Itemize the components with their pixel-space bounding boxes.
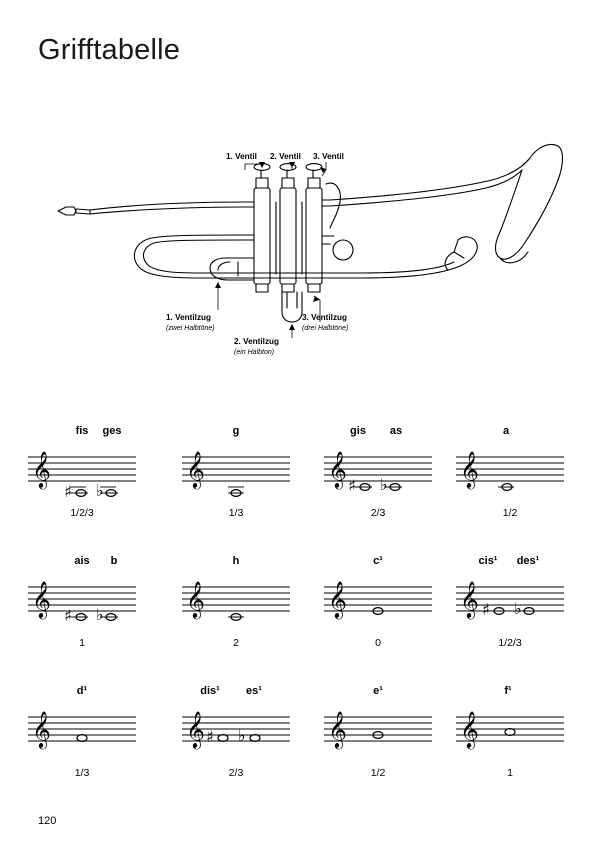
note-name: a	[502, 425, 510, 437]
trumpet-diagram	[30, 140, 570, 370]
staff	[452, 705, 568, 761]
fingering-value: 1/2/3	[70, 507, 94, 519]
slide-label-3: 3. Ventilzug	[302, 313, 348, 322]
staff	[178, 575, 294, 631]
note-name: e¹	[373, 685, 383, 697]
fingering-cell	[318, 425, 438, 545]
fingering-cell	[176, 685, 296, 805]
staff	[24, 575, 140, 631]
fingering-cell	[318, 685, 438, 805]
note-name: d¹	[76, 685, 88, 697]
fingering-cell	[176, 425, 296, 545]
note-name: c¹	[373, 555, 383, 567]
fingering-value: 2	[233, 637, 239, 649]
svg-text:𝄞: 𝄞	[186, 710, 205, 748]
fingering-value: 1/2	[502, 507, 518, 519]
fingering-cell	[176, 555, 296, 675]
note-name-alt: b	[110, 555, 118, 567]
note-name: ais	[74, 555, 90, 567]
svg-text:𝄞: 𝄞	[460, 450, 479, 488]
fingering-value: 1/2/3	[498, 637, 522, 649]
fingering-value: 2/3	[228, 767, 244, 779]
svg-text:♯: ♯	[482, 600, 490, 619]
svg-text:♭: ♭	[238, 726, 246, 745]
svg-text:♭: ♭	[514, 599, 522, 618]
fingering-value: 1	[79, 637, 85, 649]
fingering-cell	[450, 555, 570, 675]
note-name: fis	[75, 425, 89, 437]
fingering-value: 1/3	[74, 767, 90, 779]
fingering-row	[0, 685, 600, 815]
staff	[24, 445, 140, 501]
note-name: g	[232, 425, 240, 437]
slide-label-1: 1. Ventilzug	[166, 313, 212, 322]
slide-sub-2: (ein Halbton)	[234, 349, 275, 356]
valve-label-2: 2. Ventil	[270, 152, 301, 161]
svg-text:♯: ♯	[348, 476, 356, 495]
svg-text:𝄞: 𝄞	[460, 710, 479, 748]
note-name-alt: es¹	[246, 685, 262, 697]
fingering-row	[0, 425, 600, 555]
valve-label-3: 3. Ventil	[313, 152, 344, 161]
fingering-value: 0	[375, 637, 381, 649]
fingering-value: 2/3	[370, 507, 386, 519]
page-number: 120	[38, 815, 57, 827]
slide-label-2: 2. Ventilzug	[234, 337, 280, 346]
valve-label-1: 1. Ventil	[226, 152, 257, 161]
note-name: f¹	[504, 685, 512, 697]
note-name: dis¹	[200, 685, 220, 697]
staff	[320, 705, 436, 761]
staff	[320, 445, 436, 501]
fingering-cell	[318, 555, 438, 675]
svg-text:♭: ♭	[96, 605, 104, 624]
slide-sub-3: (drei Halbtöne)	[302, 325, 349, 332]
staff	[178, 445, 294, 501]
svg-text:𝄞: 𝄞	[32, 580, 51, 618]
slide-sub-1: (zwei Halbtöne)	[166, 325, 215, 332]
staff	[24, 705, 140, 761]
fingering-value: 1/3	[228, 507, 244, 519]
page-title: Grifftabelle	[38, 34, 181, 66]
svg-text:𝄞: 𝄞	[328, 710, 347, 748]
fingering-value: 1	[507, 767, 513, 779]
fingering-row	[0, 555, 600, 685]
fingering-value: 1/2	[370, 767, 386, 779]
svg-text:𝄞: 𝄞	[460, 580, 479, 618]
svg-text:𝄞: 𝄞	[32, 450, 51, 488]
staff	[178, 705, 294, 761]
svg-text:♯: ♯	[206, 727, 214, 746]
svg-text:𝄞: 𝄞	[328, 580, 347, 618]
svg-text:♯: ♯	[64, 606, 72, 625]
fingering-chart	[0, 425, 600, 815]
note-name: cis¹	[478, 555, 498, 567]
note-name: h	[232, 555, 240, 567]
fingering-cell	[450, 425, 570, 545]
svg-text:♭: ♭	[96, 481, 104, 500]
staff	[452, 445, 568, 501]
staff	[320, 575, 436, 631]
note-name-alt: as	[389, 425, 403, 437]
svg-text:𝄞: 𝄞	[32, 710, 51, 748]
fingering-cell	[22, 425, 142, 545]
note-name-alt: des¹	[516, 555, 540, 567]
svg-text:♯: ♯	[64, 482, 72, 501]
svg-text:𝄞: 𝄞	[186, 450, 205, 488]
fingering-cell	[22, 555, 142, 675]
svg-text:♭: ♭	[380, 475, 388, 494]
fingering-cell	[450, 685, 570, 805]
staff	[452, 575, 568, 631]
svg-text:𝄞: 𝄞	[328, 450, 347, 488]
svg-text:𝄞: 𝄞	[186, 580, 205, 618]
note-name: gis	[350, 425, 366, 437]
fingering-cell	[22, 685, 142, 805]
note-name-alt: ges	[102, 425, 122, 437]
